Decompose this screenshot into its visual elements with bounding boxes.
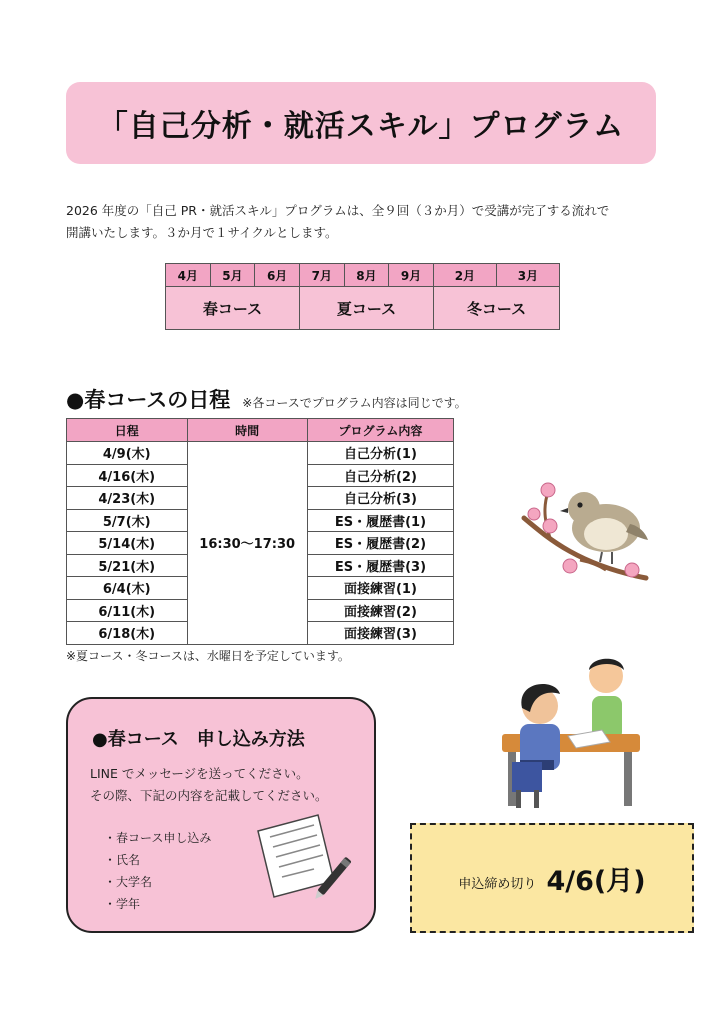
course-summer: 夏コース — [299, 287, 433, 330]
date-cell: 6/18(木) — [67, 622, 188, 645]
application-box — [66, 697, 376, 933]
schedule-header-row — [67, 419, 454, 442]
schedule-footnote: ※夏コース・冬コースは、水曜日を予定しています。 — [66, 649, 350, 663]
date-cell: 6/4(木) — [67, 577, 188, 600]
course-spring: 春コース — [166, 287, 300, 330]
content-cell: ES・履歴書(3) — [307, 554, 453, 577]
month-cell: 5月 — [210, 264, 255, 287]
deadline-label: 申込締め切り — [458, 876, 537, 892]
schedule-heading — [66, 384, 467, 414]
course-winter: 冬コース — [433, 287, 559, 330]
content-cell: 自己分析(2) — [307, 464, 453, 487]
time-cell: 16:30～17:30 — [187, 442, 307, 645]
header-date: 日程 — [67, 419, 188, 442]
table-row — [67, 442, 454, 465]
application-items — [104, 827, 211, 915]
bird-on-plum-branch-icon — [520, 470, 650, 585]
list-item: ・氏名 — [104, 853, 141, 867]
content-cell: ES・履歴書(2) — [307, 532, 453, 555]
intro-text — [66, 200, 666, 244]
month-row — [166, 264, 560, 287]
page-title: 「自己分析・就活スキル」プログラム — [97, 109, 625, 144]
deadline-box — [410, 823, 694, 933]
month-cell: 6月 — [255, 264, 300, 287]
month-cell: 2月 — [433, 264, 496, 287]
season-table — [165, 263, 560, 330]
list-item: ・学年 — [104, 897, 141, 911]
application-description — [90, 763, 328, 807]
schedule-note: ※各コースでプログラム内容は同じです。 — [242, 396, 467, 410]
month-cell: 4月 — [166, 264, 211, 287]
title-banner — [66, 82, 656, 164]
date-cell: 5/21(木) — [67, 554, 188, 577]
schedule-title: ●春コースの日程 — [66, 388, 231, 412]
interview-people-icon — [498, 650, 648, 810]
list-item: ・大学名 — [104, 875, 153, 889]
content-cell: ES・履歴書(1) — [307, 509, 453, 532]
month-cell: 7月 — [299, 264, 344, 287]
date-cell: 4/16(木) — [67, 464, 188, 487]
application-title: ●春コース 申し込み方法 — [92, 729, 305, 750]
month-cell: 3月 — [496, 264, 559, 287]
schedule-table — [66, 418, 454, 645]
course-row — [166, 287, 560, 330]
application-desc-line-2: その際、下記の内容を記載してください。 — [90, 788, 328, 803]
content-cell: 面接練習(1) — [307, 577, 453, 600]
month-cell: 8月 — [344, 264, 389, 287]
content-cell: 自己分析(1) — [307, 442, 453, 465]
header-content: プログラム内容 — [307, 419, 453, 442]
date-cell: 4/9(木) — [67, 442, 188, 465]
date-cell: 5/14(木) — [67, 532, 188, 555]
header-time: 時間 — [187, 419, 307, 442]
application-desc-line-1: LINE でメッセージを送ってください。 — [90, 766, 309, 781]
intro-line-1: 2026 年度の「自己 PR・就活スキル」プログラムは、全９回（３か月）で受講が完了する流れで — [66, 203, 610, 218]
date-cell: 6/11(木) — [67, 599, 188, 622]
month-cell: 9月 — [389, 264, 434, 287]
intro-line-2: 開講いたします。３か月で１サイクルとします。 — [66, 225, 338, 240]
content-cell: 面接練習(3) — [307, 622, 453, 645]
date-cell: 5/7(木) — [67, 509, 188, 532]
deadline-date: 4/6(月) — [546, 865, 646, 897]
paper-and-pen-icon — [254, 809, 354, 909]
date-cell: 4/23(木) — [67, 487, 188, 510]
content-cell: 自己分析(3) — [307, 487, 453, 510]
content-cell: 面接練習(2) — [307, 599, 453, 622]
list-item: ・春コース申し込み — [104, 831, 212, 845]
